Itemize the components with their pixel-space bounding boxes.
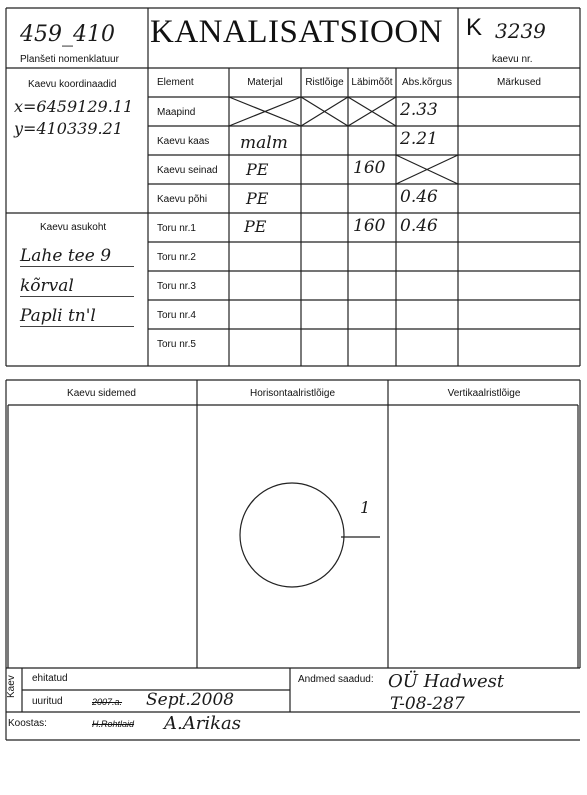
location-line-3: Papli tn'l bbox=[20, 306, 134, 327]
data-source-ref: T-08-287 bbox=[390, 694, 465, 714]
well-number-label: kaevu nr. bbox=[492, 54, 533, 65]
col-header-diameter: Läbimõõt bbox=[351, 77, 393, 88]
panel-connections-title: Kaevu sidemed bbox=[67, 388, 136, 399]
row-abs-height: 0.46 bbox=[400, 216, 438, 236]
coordinate-x: x=6459129.11 bbox=[14, 97, 134, 116]
page-title: KANALISATSIOON bbox=[150, 14, 443, 50]
compiled-label: Koostas: bbox=[8, 718, 47, 729]
data-source-label: Andmed saadud: bbox=[298, 674, 374, 685]
col-header-element: Element bbox=[157, 77, 194, 88]
col-header-notes: Märkused bbox=[497, 77, 541, 88]
col-header-material: Materjal bbox=[247, 77, 283, 88]
location-line-2: kõrval bbox=[20, 276, 134, 297]
compiled-value: A.Arikas bbox=[164, 713, 241, 734]
row-element: Kaevu seinad bbox=[157, 165, 218, 176]
row-element: Kaevu kaas bbox=[157, 136, 210, 147]
row-diameter: 160 bbox=[353, 158, 386, 178]
data-source-company: OÜ Hadwest bbox=[388, 671, 505, 692]
row-element: Toru nr.4 bbox=[157, 310, 196, 321]
map-sheet-value: 459_410 bbox=[20, 22, 115, 47]
panel-horizontal-title: Horisontaalristlõige bbox=[249, 388, 336, 399]
row-abs-height: 2.33 bbox=[400, 100, 438, 120]
row-element: Toru nr.3 bbox=[157, 281, 196, 292]
row-material: PE bbox=[246, 160, 269, 179]
row-material: PE bbox=[244, 217, 267, 236]
col-header-abs-height: Abs.kõrgus bbox=[401, 77, 453, 88]
row-material: PE bbox=[246, 189, 269, 208]
location-line-1: Lahe tee 9 bbox=[20, 246, 134, 267]
compiled-old-value: H.Rohtlaid bbox=[92, 719, 135, 729]
pipe-marker: 1 bbox=[360, 498, 371, 517]
row-element: Kaevu põhi bbox=[157, 194, 208, 205]
row-element: Toru nr.2 bbox=[157, 252, 196, 263]
side-label: Kaev bbox=[6, 675, 17, 698]
row-abs-height: 2.21 bbox=[400, 129, 438, 149]
row-element: Toru nr.5 bbox=[157, 339, 196, 350]
row-element: Toru nr.1 bbox=[157, 223, 196, 234]
row-material: malm bbox=[240, 133, 288, 153]
row-element: Maapind bbox=[157, 107, 196, 118]
pipe-circle bbox=[240, 483, 344, 587]
location-label: Kaevu asukoht bbox=[40, 222, 107, 233]
row-diameter: 160 bbox=[353, 216, 386, 236]
built-label: ehitatud bbox=[32, 673, 68, 684]
map-sheet-label: Planšeti nomenklatuur bbox=[20, 54, 119, 65]
well-number-value: 3239 bbox=[495, 19, 546, 43]
col-header-section: Ristlõige bbox=[305, 77, 344, 88]
row-abs-height: 0.46 bbox=[400, 187, 438, 207]
panel-vertical-title: Vertikaalristlõige bbox=[447, 388, 521, 399]
surveyed-value: Sept.2008 bbox=[146, 690, 235, 710]
coordinates-label: Kaevu koordinaadid bbox=[28, 79, 117, 90]
surveyed-old-value: 2007.a. bbox=[92, 697, 123, 707]
coordinate-y: y=410339.21 bbox=[14, 119, 123, 138]
surveyed-label: uuritud bbox=[32, 696, 63, 707]
well-prefix: K bbox=[466, 14, 483, 41]
